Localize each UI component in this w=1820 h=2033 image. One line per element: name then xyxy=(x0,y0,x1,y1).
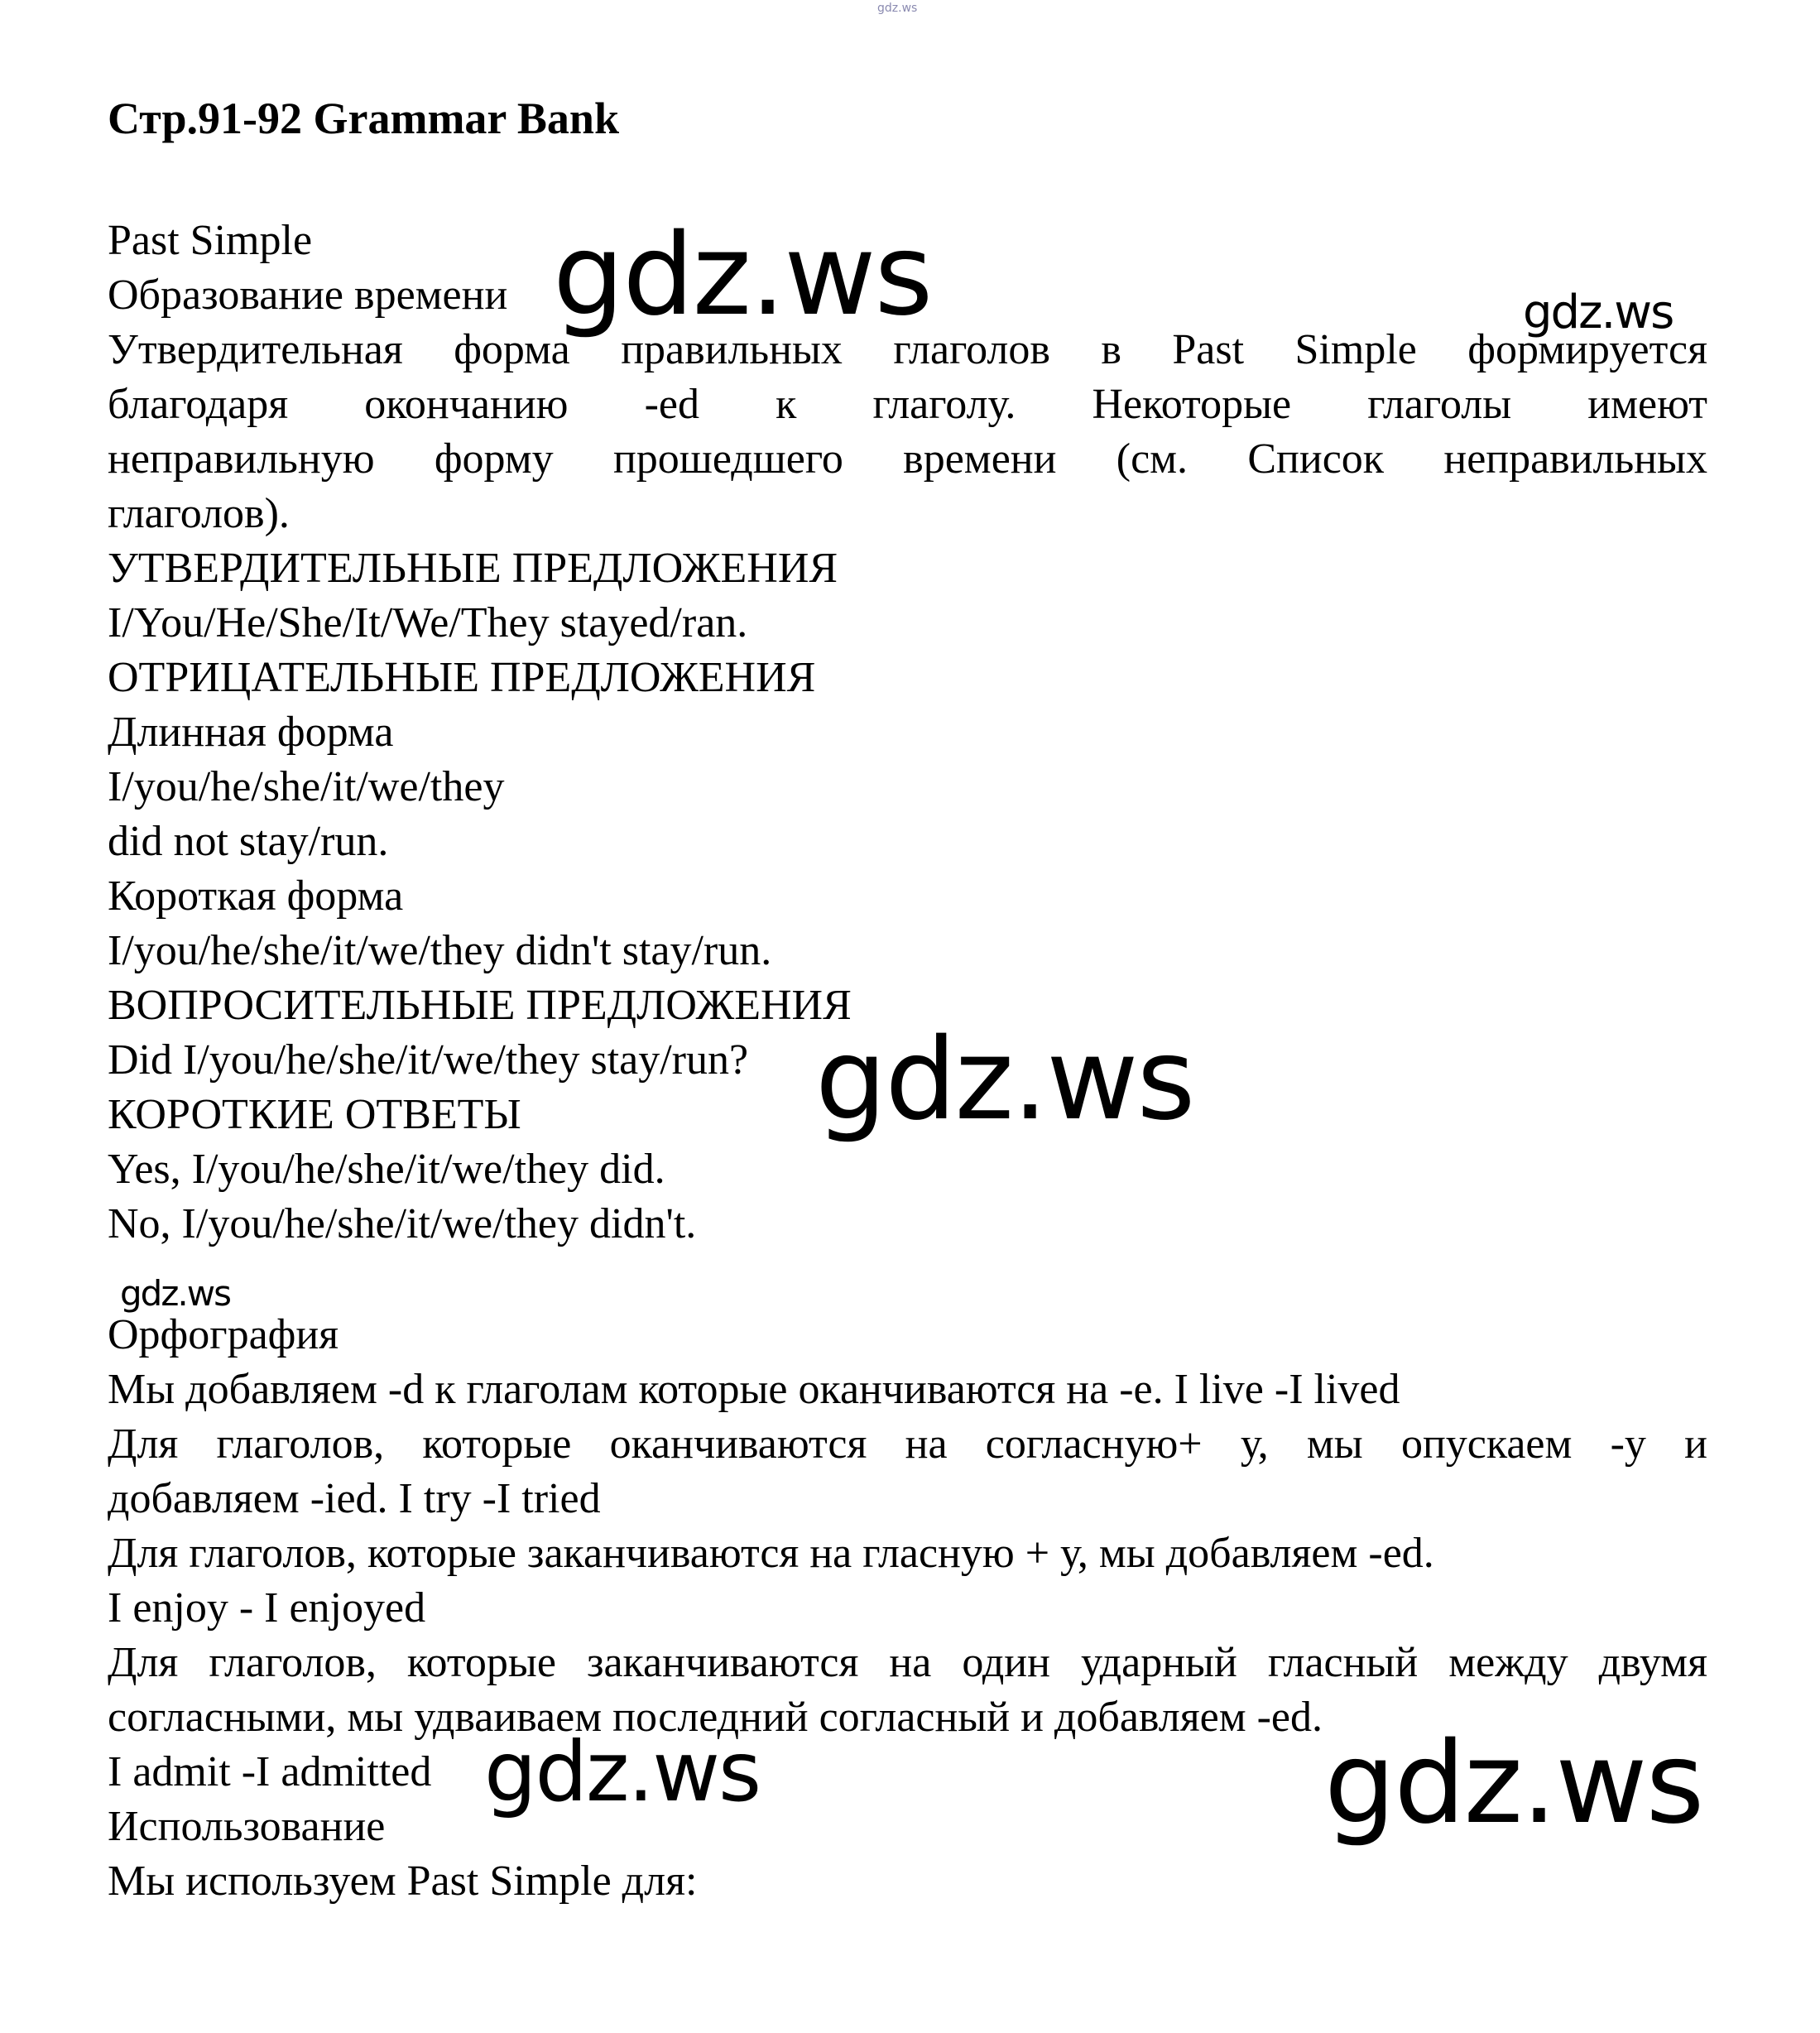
page-title: Стр.91-92 Grammar Bank xyxy=(108,94,619,143)
heading-usage: Использование xyxy=(108,1803,386,1850)
watermark: gdz.ws xyxy=(1324,1718,1703,1849)
heading-spelling: Орфография xyxy=(108,1311,339,1358)
subheading-long-form: Длинная форма xyxy=(108,709,394,756)
example-line: I enjoy - I enjoyed xyxy=(108,1584,426,1632)
rule-line: Мы используем Past Simple для: xyxy=(108,1858,698,1905)
example-line: did not stay/run. xyxy=(108,818,389,865)
example-line: I/You/He/She/It/We/They stayed/ran. xyxy=(108,599,748,646)
heading-short-answers: КОРОТКИЕ ОТВЕТЫ xyxy=(108,1091,521,1138)
watermark: gdz.ws xyxy=(815,1015,1194,1146)
heading-interrogative: ВОПРОСИТЕЛЬНЫЕ ПРЕДЛОЖЕНИЯ xyxy=(108,982,852,1029)
rule-line: согласными, мы удваиваем последний согласный и добавляем -ed. xyxy=(108,1694,1323,1741)
watermark: gdz.ws xyxy=(484,1723,761,1820)
heading-affirmative: УТВЕРДИТЕЛЬНЫЕ ПРЕДЛОЖЕНИЯ xyxy=(108,545,838,592)
rule-line: Для глаголов, которые оканчиваются на согласную+ у, мы опускаем -у и xyxy=(108,1420,1707,1468)
example-line: Did I/you/he/she/it/we/they stay/run? xyxy=(108,1036,749,1084)
rule-line: добавляем -ied. I try -I tried xyxy=(108,1475,601,1522)
section-heading-past-simple: Past Simple xyxy=(108,217,313,264)
paragraph-line: Утвердительная форма правильных глаголов в Past Simple формируется xyxy=(108,326,1707,373)
example-line: I/you/he/she/it/we/they didn't stay/run. xyxy=(108,927,772,974)
paragraph-line: неправильную форму прошедшего времени (см. Список неправильных xyxy=(108,435,1707,483)
heading-negative: ОТРИЦАТЕЛЬНЫЕ ПРЕДЛОЖЕНИЯ xyxy=(108,654,816,701)
rule-line: Для глаголов, которые заканчиваются на один ударный гласный между двумя xyxy=(108,1639,1707,1686)
top-watermark: gdz.ws xyxy=(877,2,918,15)
subheading-short-form: Короткая форма xyxy=(108,872,404,920)
example-line: I admit -I admitted xyxy=(108,1748,432,1795)
example-line: Yes, I/you/he/she/it/we/they did. xyxy=(108,1146,665,1193)
paragraph-line: благодаря окончанию -ed к глаголу. Некоторые глаголы имеют xyxy=(108,381,1707,428)
watermark: gdz.ws xyxy=(120,1273,230,1314)
example-line: I/you/he/she/it/we/they xyxy=(108,763,505,810)
watermark: gdz.ws xyxy=(553,210,932,341)
rule-line: Для глаголов, которые заканчиваются на гласную + у, мы добавляем -ed. xyxy=(108,1530,1434,1577)
subheading-formation: Образование времени xyxy=(108,272,508,319)
paragraph-line: глаголов). xyxy=(108,490,290,537)
rule-line: Мы добавляем -d к глаголам которые оканчиваются на -е. I live -I lived xyxy=(108,1366,1400,1413)
example-line: No, I/you/he/she/it/we/they didn't. xyxy=(108,1200,697,1247)
watermark: gdz.ws xyxy=(1523,286,1674,339)
